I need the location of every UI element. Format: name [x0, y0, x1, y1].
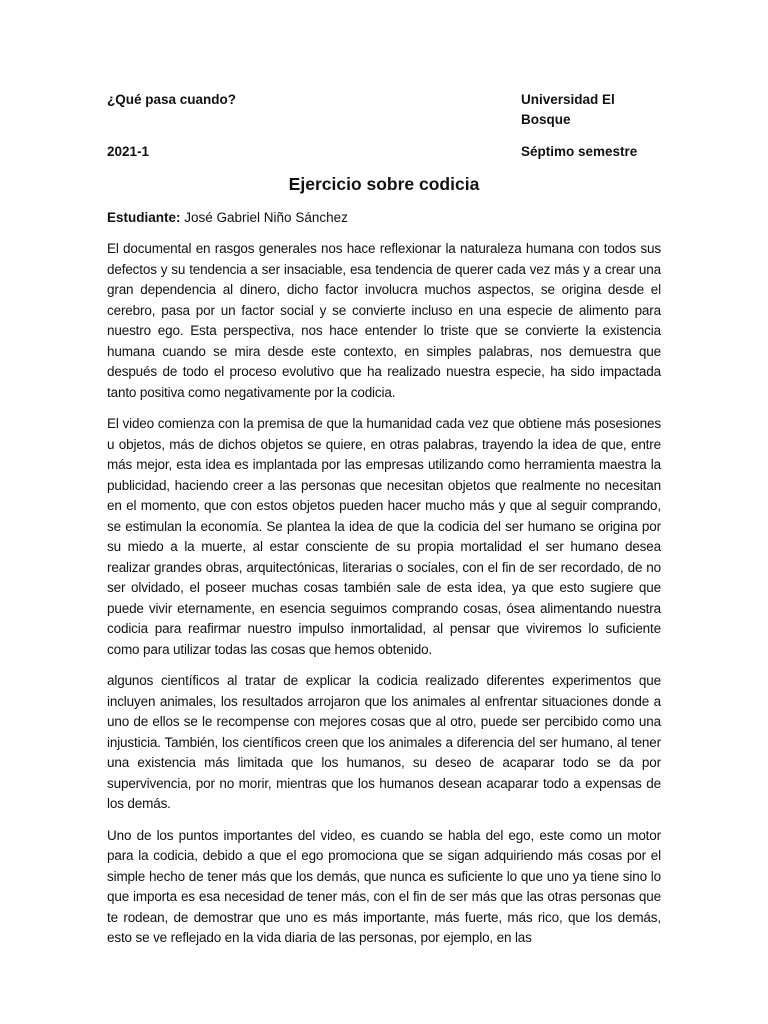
document-title: Ejercicio sobre codicia: [288, 174, 480, 194]
paragraph-3: algunos científicos al tratar de explicar la codicia realizado diferentes experimentos que incluyen animales, los resultados arrojaron que los animales al enfrentar situaciones donde a uno de ellos se le recompense con mejores cosas que al otro, puede ser percibido como una injusticia. También, los científicos creen que los animales a diferencia del ser humano, al tener una existencia más limitada que los humanos, su deseo de acaparar todo se da por supervivencia, por no morir, mientras que los humanos desean acaparar todo a expensas de los demás.: [107, 673, 661, 811]
paragraph-4: Uno de los puntos importantes del video, es cuando se habla del ego, este como un motor para la codicia, debido a que el ego promociona que se sigan adquiriendo más cosas por el simple hecho de tener más que los demás, que nunca es suficiente lo que uno ya tiene sino lo que importa es esa necesidad de tener más, con el fin de ser más que las otras personas que te rodean, de demostrar que uno es más importante, más fuerte, más rico, que los demás, esto se ve reflejado en la vida diaria de las personas, por ejemplo, en las: [107, 827, 661, 945]
paragraph-1: El documental en rasgos generales nos hace reflexionar la naturaleza humana con todos sus defectos y su tendencia a ser insaciable, esa tendencia de querer cada vez más y a crear una gran dependencia al dinero, dicho factor involucra muchos aspectos, se origina desde el cerebro, pasa por un factor social y se convierte incluso en una especie de alimento para nuestro ego. Esta perspectiva, nos hace entender lo triste que se convierte la existencia humana cuando se mira desde este contexto, en simples palabras, nos demuestra que después de todo el proceso evolutivo que ha realizado nuestra especie, ha sido impactada tanto positiva como negativamente por la codicia.: [107, 241, 661, 400]
university-name: Universidad El Bosque: [521, 92, 615, 127]
header-row-bottom: [107, 142, 661, 162]
paragraph-2: El video comienza con la premisa de que la humanidad cada vez que obtiene más posesiones u objetos, más de dichos objetos se quiere, en otras palabras, trayendo la idea de que, entre más mejor, esta idea es implantada por las empresas utilizando como herramienta maestra la publicidad, haciendo creer a las personas que necesitan objetos que realmente no necesitan en el momento, que con estos objetos pueden hacer mucho más y que al seguir comprando, se estimulan la economía. Se plantea la idea de que la codicia del ser humano se origina por su miedo a la muerte, al estar consciente de su propia mortalidad el ser humano desea realizar grandes obras, arquitectónicas, literarias o sociales, con el fin de ser recordado, de no ser olvidado, el poseer muchas cosas también sale de esta idea, ya que esto sugiere que puede vivir eternamente, en esencia seguimos comprando cosas, ósea alimentando nuestra codicia para reafirmar nuestro impulso inmortalidad, al pensar que viviremos lo suficiente como para utilizar todas las cosas que hemos obtenido.: [107, 416, 661, 657]
period: 2021-1: [107, 144, 150, 159]
course-name: ¿Qué pasa cuando?: [107, 92, 237, 107]
student-name: José Gabriel Niño Sánchez: [180, 210, 348, 225]
student-label: Estudiante:: [107, 210, 181, 225]
semester: Séptimo semestre: [521, 144, 638, 159]
header-row-top: [107, 90, 661, 130]
student-line: [107, 208, 661, 228]
